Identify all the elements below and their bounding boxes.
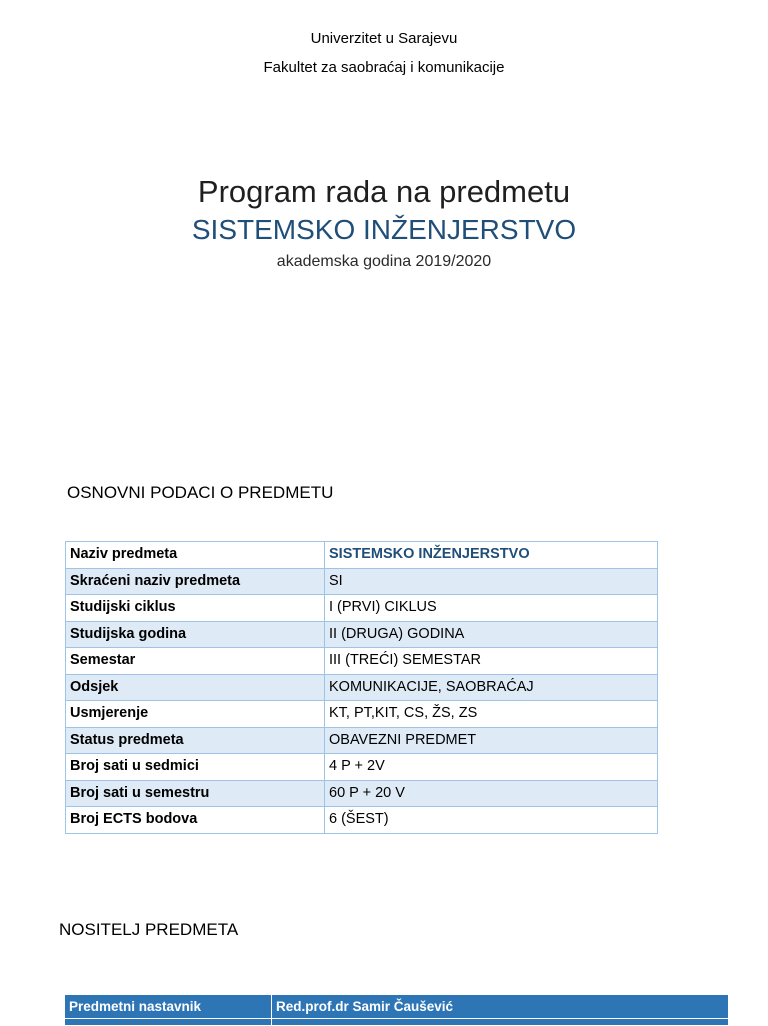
basic-info-table	[65, 541, 658, 834]
row-value: SISTEMSKO INŽENJERSTVO	[325, 542, 658, 569]
row-value: 4 P + 2V	[325, 754, 658, 781]
row-label: Skraćeni naziv predmeta	[66, 568, 325, 595]
row-label-partial	[65, 1019, 272, 1026]
row-value: 6 (ŠEST)	[325, 807, 658, 834]
university-name: Univerzitet u Sarajevu	[310, 30, 458, 47]
table-row	[66, 595, 658, 622]
row-label: Semestar	[66, 648, 325, 675]
table-row	[66, 701, 658, 728]
table-row	[65, 995, 729, 1019]
table-row	[66, 674, 658, 701]
row-value: III (TREĆI) SEMESTAR	[325, 648, 658, 675]
row-value: II (DRUGA) GODINA	[325, 621, 658, 648]
table-row	[66, 754, 658, 781]
table-row	[66, 621, 658, 648]
row-label: Usmjerenje	[66, 701, 325, 728]
row-label: Broj ECTS bodova	[66, 807, 325, 834]
row-value: KOMUNIKACIJE, SAOBRAĆAJ	[325, 674, 658, 701]
table-row	[66, 568, 658, 595]
row-value: SI	[325, 568, 658, 595]
row-value: OBAVEZNI PREDMET	[325, 727, 658, 754]
lecturer-table	[65, 995, 729, 1026]
table-row	[66, 727, 658, 754]
row-label: Studijska godina	[66, 621, 325, 648]
basic-info-heading: OSNOVNI PODACI O PREDMETU	[67, 483, 334, 502]
table-row	[66, 780, 658, 807]
row-value-partial	[272, 1019, 729, 1026]
row-label: Broj sati u sedmici	[66, 754, 325, 781]
row-label: Broj sati u semestru	[66, 780, 325, 807]
row-label: Naziv predmeta	[66, 542, 325, 569]
row-label: Odsjek	[66, 674, 325, 701]
subject-title: SISTEMSKO INŽENJERSTVO	[191, 214, 577, 245]
lecturer-heading: NOSITELJ PREDMETA	[59, 920, 239, 939]
table-row-partial	[65, 1019, 729, 1026]
row-value: I (PRVI) CIKLUS	[325, 595, 658, 622]
table-row	[66, 807, 658, 834]
row-label: Predmetni nastavnik	[65, 995, 272, 1019]
program-title: Program rada na predmetu	[197, 174, 571, 209]
table-row	[66, 648, 658, 675]
row-value: 60 P + 20 V	[325, 780, 658, 807]
faculty-name: Fakultet za saobraćaj i komunikacije	[263, 59, 505, 76]
row-value: KT, PT,KIT, CS, ŽS, ZS	[325, 701, 658, 728]
row-label: Studijski ciklus	[66, 595, 325, 622]
row-label: Status predmeta	[66, 727, 325, 754]
table-row	[66, 542, 658, 569]
row-value: Red.prof.dr Samir Čaušević	[272, 995, 729, 1019]
academic-year: akademska godina 2019/2020	[276, 253, 492, 270]
